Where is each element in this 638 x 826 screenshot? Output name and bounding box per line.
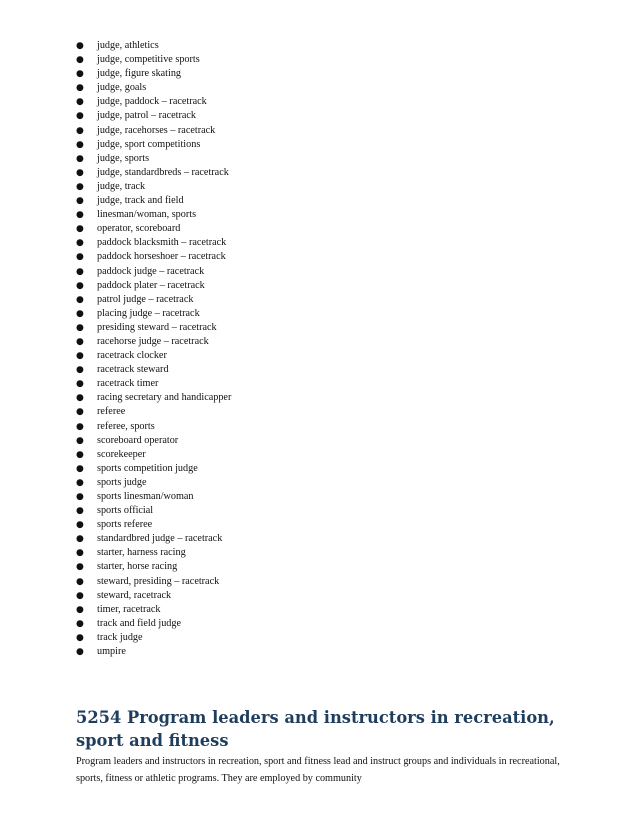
list-item-text: track judge	[97, 631, 143, 643]
bullet-icon: ●	[76, 55, 84, 66]
list-item	[76, 504, 576, 518]
list-item	[76, 546, 576, 560]
list-item-text: racetrack steward	[97, 364, 169, 376]
bullet-icon: ●	[76, 449, 84, 460]
list-item	[76, 518, 576, 532]
list-item	[76, 363, 576, 377]
list-item-text: track and field judge	[97, 617, 182, 629]
bullet-icon: ●	[76, 534, 84, 545]
list-item-text: paddock horseshoer – racetrack	[97, 251, 226, 263]
bullet-icon: ●	[76, 139, 84, 150]
bullet-icon: ●	[76, 506, 84, 517]
list-item	[76, 307, 576, 321]
list-item-text: judge, standardbreds – racetrack	[97, 166, 229, 178]
list-item	[76, 420, 576, 434]
list-item	[76, 476, 576, 490]
section-heading: 5254 Program leaders and instructors in recreation, sport and fitness	[76, 708, 555, 750]
list-item-text: racehorse judge – racetrack	[97, 335, 209, 347]
list-item-text: judge, sports	[97, 152, 150, 164]
list-item	[76, 405, 576, 419]
bullet-icon: ●	[76, 153, 84, 164]
bullet-icon: ●	[76, 322, 84, 333]
list-item-text: starter, horse racing	[97, 561, 178, 573]
list-item	[76, 109, 576, 123]
list-item	[76, 321, 576, 335]
list-item	[76, 265, 576, 279]
list-item-text: placing judge – racetrack	[97, 307, 200, 319]
bullet-icon: ●	[76, 280, 84, 291]
list-item	[76, 617, 576, 631]
list-item-text: judge, racehorses – racetrack	[97, 124, 216, 136]
bullet-icon: ●	[76, 463, 84, 474]
bullet-icon: ●	[76, 576, 84, 587]
list-item-text: steward, presiding – racetrack	[97, 575, 220, 587]
bullet-icon: ●	[76, 167, 84, 178]
list-item	[76, 462, 576, 476]
list-item-text: linesman/woman, sports	[97, 209, 197, 221]
list-item-text: sports referee	[97, 519, 153, 531]
bullet-icon: ●	[76, 69, 84, 80]
list-item	[76, 250, 576, 264]
list-item-text: patrol judge – racetrack	[97, 293, 194, 305]
list-item-text: judge, patrol – racetrack	[97, 110, 196, 122]
bullet-icon: ●	[76, 548, 84, 559]
bullet-icon: ●	[76, 407, 84, 418]
list-item-text: sports competition judge	[97, 462, 198, 474]
section-description: Program leaders and instructors in recreation, sport and fitness lead and instruct groups and individuals in recreational, sports, fitness or athletic programs. They are employed by community	[76, 756, 560, 784]
list-item	[76, 194, 576, 208]
list-item-text: judge, track	[97, 180, 146, 192]
bullet-icon: ●	[76, 181, 84, 192]
list-item-text: paddock plater – racetrack	[97, 279, 205, 291]
bullet-icon: ●	[76, 83, 84, 94]
list-item-text: referee	[97, 406, 126, 418]
bullet-icon: ●	[76, 421, 84, 432]
list-item	[76, 448, 576, 462]
list-item	[76, 391, 576, 405]
bullet-icon: ●	[76, 308, 84, 319]
list-item	[76, 53, 576, 67]
job-titles-list	[76, 39, 576, 659]
bullet-icon: ●	[76, 590, 84, 601]
list-item	[76, 180, 576, 194]
bullet-icon: ●	[76, 618, 84, 629]
bullet-icon: ●	[76, 379, 84, 390]
bullet-icon: ●	[76, 125, 84, 136]
list-item	[76, 138, 576, 152]
bullet-icon: ●	[76, 97, 84, 108]
bullet-icon: ●	[76, 562, 84, 573]
list-item	[76, 589, 576, 603]
list-item	[76, 631, 576, 645]
list-item-text: umpire	[97, 646, 126, 658]
list-item	[76, 81, 576, 95]
list-item-text: judge, competitive sports	[97, 54, 200, 66]
list-item	[76, 124, 576, 138]
bullet-icon: ●	[76, 294, 84, 305]
list-item	[76, 222, 576, 236]
list-item-text: operator, scoreboard	[97, 223, 181, 235]
list-item	[76, 645, 576, 659]
list-item	[76, 560, 576, 574]
list-item	[76, 208, 576, 222]
list-item-text: paddock blacksmith – racetrack	[97, 237, 227, 249]
bullet-icon: ●	[76, 365, 84, 376]
list-item-text: judge, sport competitions	[97, 138, 201, 150]
bullet-icon: ●	[76, 435, 84, 446]
bullet-icon: ●	[76, 252, 84, 263]
list-item	[76, 377, 576, 391]
list-item-text: timer, racetrack	[97, 603, 161, 615]
bullet-icon: ●	[76, 266, 84, 277]
list-item-text: judge, figure skating	[97, 68, 182, 80]
list-item	[76, 490, 576, 504]
bullet-icon: ●	[76, 351, 84, 362]
list-item-text: scoreboard operator	[97, 434, 179, 446]
list-item-text: starter, harness racing	[97, 547, 186, 559]
bullet-icon: ●	[76, 647, 84, 658]
bullet-icon: ●	[76, 111, 84, 122]
list-item	[76, 293, 576, 307]
list-item-text: judge, athletics	[97, 40, 159, 51]
list-item-text: judge, goals	[97, 82, 147, 94]
list-item	[76, 166, 576, 180]
bullet-icon: ●	[76, 210, 84, 221]
bullet-icon: ●	[76, 492, 84, 502]
list-item-text: sports linesman/woman	[97, 491, 194, 502]
bullet-icon: ●	[76, 224, 84, 235]
list-item-text: sports official	[97, 505, 154, 517]
bullet-icon: ●	[76, 336, 84, 347]
bullet-icon: ●	[76, 196, 84, 207]
bullet-icon: ●	[76, 632, 84, 643]
list-item	[76, 434, 576, 448]
list-item	[76, 95, 576, 109]
list-item	[76, 335, 576, 349]
list-item-text: steward, racetrack	[97, 589, 172, 601]
list-item-text: racing secretary and handicapper	[97, 392, 232, 404]
list-item	[76, 349, 576, 363]
list-item-text: racetrack timer	[97, 378, 159, 390]
list-item-text: referee, sports	[97, 420, 155, 432]
list-item-text: standardbred judge – racetrack	[97, 533, 223, 545]
list-item	[76, 152, 576, 166]
list-item-text: racetrack clocker	[97, 350, 167, 362]
bullet-icon: ●	[76, 604, 84, 615]
list-item-text: sports judge	[97, 476, 147, 488]
list-item	[76, 532, 576, 546]
bullet-icon: ●	[76, 393, 84, 404]
list-item	[76, 575, 576, 589]
bullet-icon: ●	[76, 520, 84, 531]
list-item-text: paddock judge – racetrack	[97, 265, 205, 277]
bullet-icon: ●	[76, 238, 84, 249]
list-item	[76, 603, 576, 617]
list-item	[76, 279, 576, 293]
list-item-text: scorekeeper	[97, 448, 146, 460]
list-item	[76, 39, 576, 53]
list-item-text: judge, track and field	[97, 195, 184, 207]
list-item	[76, 67, 576, 81]
list-item-text: presiding steward – racetrack	[97, 321, 217, 333]
list-item	[76, 236, 576, 250]
list-item-text: judge, paddock – racetrack	[97, 96, 207, 108]
bullet-icon: ●	[76, 41, 84, 51]
bullet-icon: ●	[76, 477, 84, 488]
